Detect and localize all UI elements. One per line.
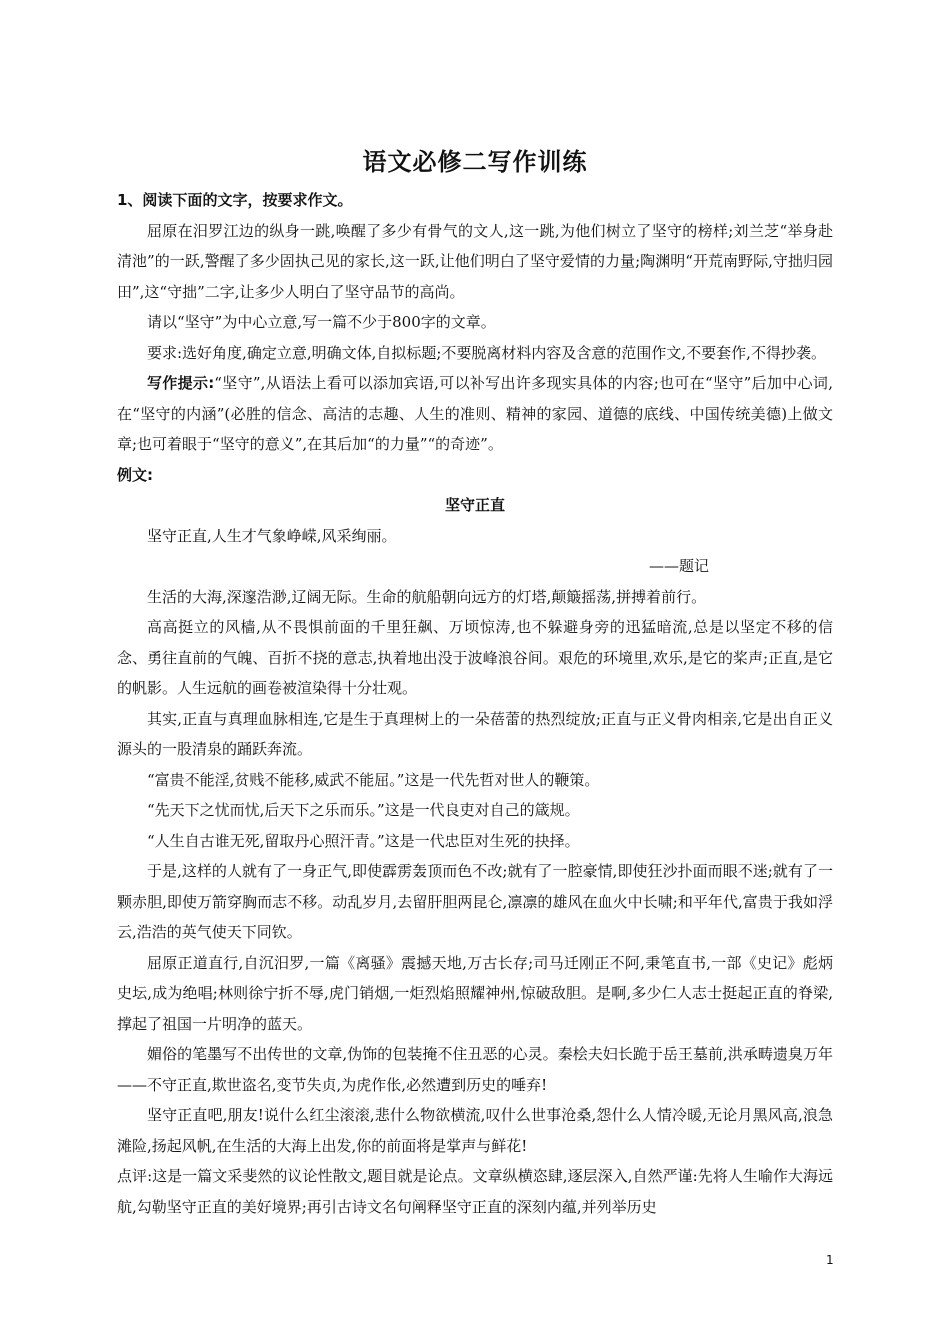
example-label: 例文: <box>117 465 153 484</box>
essay-paragraph: 媚俗的笔墨写不出传世的文章,伪饰的包装掩不住丑恶的心灵。秦桧夫妇长跪于岳王墓前,洪承畴遗臭万年——不守正直,欺世盗名,变节失贞,为虎作伥,必然遭到历史的唾弃! <box>117 1045 833 1094</box>
essay-paragraph: 生活的大海,深邃浩渺,辽阔无际。生命的航船朝向远方的灯塔,颠簸摇荡,拼搏着前行。 <box>147 587 707 606</box>
essay-paragraph: 屈原正道直行,自沉汨罗,一篇《离骚》震撼天地,万古长存;司马迁刚正不阿,秉笔直书,一部《史记》彪炳史坛,成为绝唱;林则徐宁折不辱,虎门销烟,一炬烈焰照耀神州,惊破敌胆。是啊,多少仁人志士挺起正直的脊梁,撑起了祖国一片明净的蓝天。 <box>117 953 833 1033</box>
essay-paragraph: “人生自古谁无死,留取丹心照汗青。”这是一代忠臣对生死的抉择。 <box>147 831 580 850</box>
essay-paragraph: 于是,这样的人就有了一身正气,即使霹雳轰顶而色不改;就有了一腔豪情,即使狂沙扑面而眼不迷;就有了一颗赤胆,即使万箭穿胸而志不移。动乱岁月,去留肝胆两昆仑,凛凛的雄风在血火中长啸;和平年代,富贵于我如浮云,浩浩的英气使天下同钦。 <box>117 862 833 941</box>
document-title: 语文必修二写作训练 <box>362 148 588 176</box>
essay-title: 坚守正直 <box>444 496 505 514</box>
writing-hint-label: 写作提示: <box>147 374 215 392</box>
epigraph-signature: ——题记 <box>648 557 709 575</box>
essay-paragraph: 坚守正直吧,朋友!说什么红尘滚滚,悲什么物欲横流,叹什么世事沧桑,怨什么人情冷暖,无论月黑风高,浪急滩险,扬起风帆,在生活的大海上出发,你的前面将是掌声与鲜花! <box>117 1106 833 1155</box>
writing-hint-paragraph <box>117 368 833 460</box>
prompt-paragraph: 请以“坚守”为中心立意,写一篇不少于800字的文章。 <box>147 313 496 331</box>
essay-paragraph: 高高挺立的风樯,从不畏惧前面的千里狂飙、万顷惊涛,也不躲避身旁的迅猛暗流,总是以坚定不移的信念、勇往直前的气魄、百折不挠的意志,执着地出没于波峰浪谷间。艰危的环境里,欢乐,是它的桨声;正直,是它的帆影。人生远航的画卷被渲染得十分壮观。 <box>117 618 833 697</box>
writing-hint-text: “坚守”,从语法上看可以添加宾语,可以补写出许多现实具体的内容;也可在“坚守”后加中心词,在“坚守的内涵”(必胜的信念、高洁的志趣、人生的准则、精神的家园、道德的底线、中国传统美德)上做文章;也可着眼于“坚守的意义”,在其后加“的力量”“的奇迹”。 <box>117 374 833 453</box>
document-body <box>117 185 833 1222</box>
essay-paragraph: 其实,正直与真理血脉相连,它是生于真理树上的一朵蓓蕾的热烈绽放;正直与正义骨肉相亲,它是出自正义源头的一股清泉的踊跃奔流。 <box>117 709 833 758</box>
essay-epigraph: 坚守正直,人生才气象峥嵘,风采绚丽。 <box>147 526 397 545</box>
requirements-paragraph: 要求:选好角度,确定立意,明确文体,自拟标题;不要脱离材料内容及含意的范围作文,不要套作,不得抄袭。 <box>147 343 826 362</box>
material-paragraph: 屈原在汨罗江边的纵身一跳,唤醒了多少有骨气的文人,这一跳,为他们树立了坚守的榜样;刘兰芝“举身赴清池”的一跃,警醒了多少固执己见的家长,这一跃,让他们明白了坚守爱情的力量;陶渊明“开荒南野际,守拙归园田”,这“守拙”二字,让多少人明白了坚守品节的高尚。 <box>117 221 833 301</box>
commentary-paragraph: 点评:这是一篇文采斐然的议论性散文,题目就是论点。文章纵横恣肆,逐层深入,自然严谨:先将人生喻作大海远航,勾勒坚守正直的美好境界;再引古诗文名句阐释坚守正直的深刻内蕴,并列举历史 <box>117 1167 833 1216</box>
question-heading: 1、阅读下面的文字，按要求作文。 <box>117 191 353 209</box>
essay-paragraph: “先天下之忧而忧,后天下之乐而乐。”这是一代良吏对自己的箴规。 <box>147 801 580 819</box>
essay-paragraph: “富贵不能淫,贫贱不能移,威武不能屈。”这是一代先哲对世人的鞭策。 <box>147 770 600 789</box>
page-number: 1 <box>826 1253 834 1267</box>
